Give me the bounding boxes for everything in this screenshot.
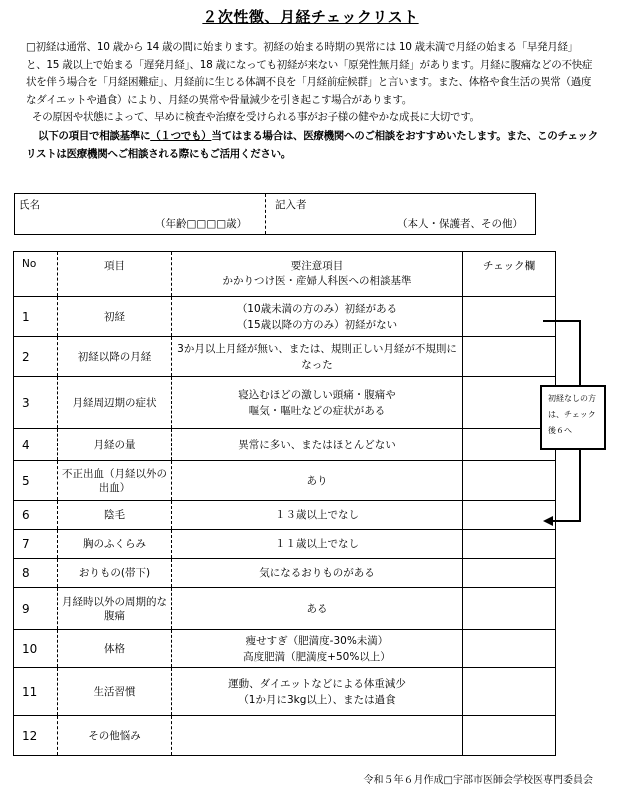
header-check: チェック欄 [463,252,556,297]
row-note-text: 3か月以上月経が無い、または、規則正しい月経が不規則になった [177,342,457,371]
arrowhead [543,516,553,526]
row-note-text: （10歳未満の方のみ）初経がある （15歳以降の方のみ）初経がない [236,302,398,331]
row-no-text: 11 [22,684,38,699]
row-no-text: 8 [22,566,30,580]
header-note-line1: 要注意項目 [290,260,344,272]
row-note-text: １１歳以上でなし [275,538,359,550]
row-no-text: 4 [22,437,30,452]
header-no: No [14,252,58,297]
row-no-text: 9 [22,601,30,616]
intro-paragraph-2: その原因や状態によって、早めに検査や治療を受けられる事がお子様の健やかな成長に大切です。 [32,111,480,124]
row-no-text: 10 [22,641,38,656]
header-note-line2: かかりつけ医・産婦人科医への相談基準 [222,275,412,287]
footer-credit: 令和５年６月作成□宇部市医師会学校医専門委員会 [363,775,593,786]
row-note-text: ある [306,602,328,615]
row-item-text: 陰毛 [104,509,125,521]
row-item-text: 体格 [104,642,125,655]
row-no-text: 12 [22,728,38,743]
row-note-text: 寝込むほどの激しい頭痛・腹痛や 嘔気・嘔吐などの症状がある [238,388,396,417]
row-note-text: １３歳以上でなし [275,509,359,521]
intro-p3-underlined: （１つでも） [150,129,212,142]
row-no-text: 1 [22,309,30,324]
row-item-text: 不正出血（月経以外の出血） [62,467,167,494]
header-item: 項目 [58,252,172,297]
intro-p3-before: 以下の項目で相談基準に [38,129,151,142]
intro-p3-after: 当てはまる場合は、医療機関へのご相談をおすすめいたします。また、このチェックリストは医療機関へご相談される際にもご活用ください。 [26,129,598,160]
row-note-text: 気になるおりものがある [259,567,375,579]
row-item-text: 月経周辺期の症状 [72,396,157,409]
row-no-text: 5 [22,473,30,488]
row-item-text: 月経の量 [93,438,136,451]
intro-paragraph-1: □初経は通常、10 歳から 14 歳の間に始まります。初経の始まる時期の異常には 10 歳未満で月経の始まる「早発月経」と、15 歳以上で始まる「遅発月経」、18 歳になっても初経が来ない「原発性無月経」があります。月経に腹痛などの不快症状を伴う場合を「月経困難症」、月経前に生じる体調不良を「月経前症候群」と言います。また、体格や食生活の異常（過度なダイエットや過食）により、月経の異常や骨量減少を引き起こす場合があります。 [26,41,593,106]
row-note-text: あり [306,474,328,487]
row-item-text: 胸のふくらみ [83,538,146,550]
row-no-text: 6 [22,508,30,522]
name-label: 氏名 [19,199,40,211]
row-item-text: 初経 [104,310,125,323]
callout-note: 初経なしの方は、チェック後６へ [540,385,606,450]
row-note-text: 運動、ダイエットなどによる体重減少 （1か月に3kg以上）、または過食 [228,677,406,706]
row-note-text: 痩せすぎ（肥満度-30%未満） 高度肥満（肥満度+50%以上） [243,634,391,663]
row-item-text: その他悩み [88,729,141,742]
row-note-text: 異常に多い、またはほとんどない [238,438,396,451]
writer-label: 記入者 [275,199,307,211]
row-item-text: おりもの(帯下) [78,567,151,579]
age-note: （年齢□□□□歳） [155,218,248,230]
row-item-text: 生活習慣 [93,685,136,698]
row-item-text: 初経以降の月経 [77,350,152,363]
row-no-text: 7 [22,537,30,551]
page-title: ２次性徴、月経チェックリスト [202,8,419,26]
writer-note: （本人・保護者、その他） [397,218,523,230]
row-no-text: 2 [22,349,30,364]
row-no-text: 3 [22,395,30,410]
row-item-text: 月経時以外の周期的な腹痛 [62,595,167,622]
